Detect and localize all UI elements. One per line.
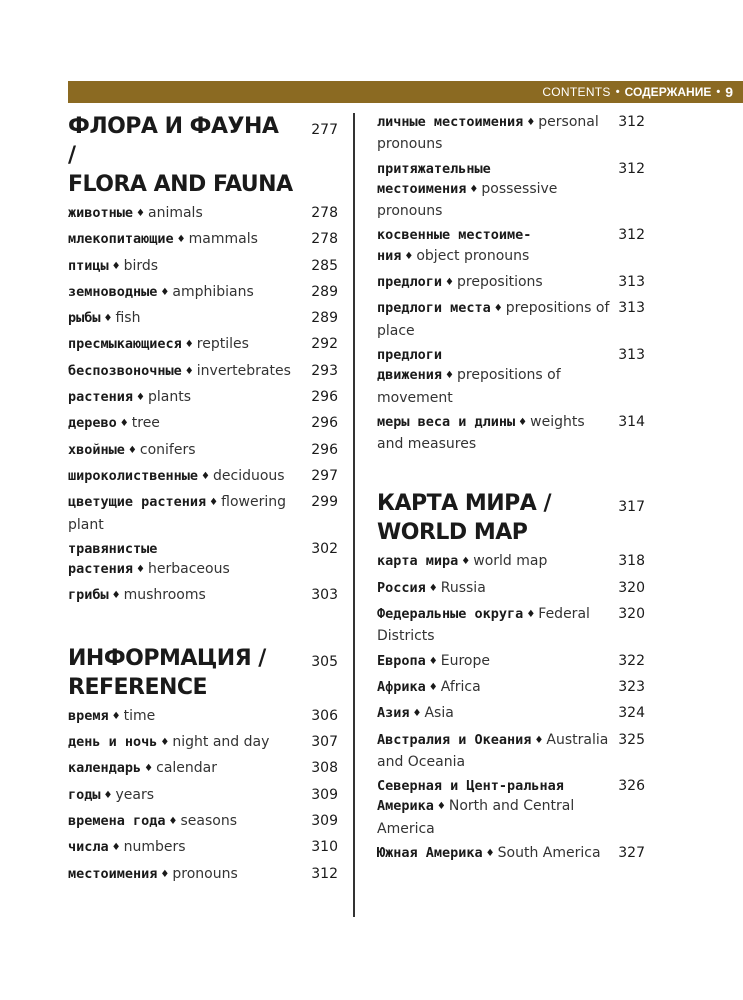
toc-entry-text: [68, 229, 304, 251]
section-heading-world-map[interactable]: [377, 489, 645, 547]
entry-english: years: [115, 786, 155, 803]
toc-entry-text: [68, 539, 304, 582]
entry-page: 312: [311, 865, 338, 882]
entry-page: 299: [311, 494, 338, 511]
entry-russian: годы: [68, 786, 101, 803]
toc-entry[interactable]: [68, 492, 338, 535]
toc-entry-text: [68, 256, 304, 278]
entry-russian: Азия: [377, 705, 410, 722]
toc-entry-text: [68, 466, 304, 488]
entry-russian: Федеральные округа: [377, 606, 524, 623]
diamond-icon: ♦: [518, 416, 528, 428]
toc-entry[interactable]: [68, 785, 338, 807]
entry-russian: косвенные местоиме-ния: [377, 227, 532, 264]
entry-page: 296: [311, 415, 338, 432]
entry-page: 318: [618, 553, 645, 570]
section-page: 277: [311, 122, 338, 138]
toc-entry[interactable]: [68, 811, 338, 833]
toc-entry-text: [68, 361, 304, 383]
entry-russian: широколиственные: [68, 467, 199, 484]
diamond-icon: ♦: [461, 556, 471, 568]
toc-entry-text: [377, 225, 613, 268]
toc-entry[interactable]: [377, 272, 645, 294]
toc-entry[interactable]: [68, 837, 338, 859]
entry-page: 296: [311, 389, 338, 406]
bullet-icon: •: [615, 86, 620, 98]
entry-page: 302: [311, 540, 338, 557]
toc-entry[interactable]: [377, 843, 645, 865]
section-heading-reference[interactable]: [68, 644, 338, 702]
toc-entry[interactable]: [377, 298, 645, 341]
entry-russian: Южная Америка: [377, 845, 483, 862]
toc-entry-text: [377, 272, 613, 294]
toc-entry-text: [377, 412, 613, 455]
diamond-icon: ♦: [103, 789, 113, 801]
toc-entry[interactable]: [68, 413, 338, 435]
entry-english: herbaceous: [148, 561, 230, 578]
diamond-icon: ♦: [160, 868, 170, 880]
toc-entry[interactable]: [377, 551, 645, 573]
entry-english: time: [123, 707, 156, 724]
right-column: [377, 112, 645, 869]
diamond-icon: ♦: [493, 303, 503, 315]
entry-russian: личные местоимения: [377, 114, 524, 130]
entry-english: prepositions of place: [377, 300, 610, 339]
diamond-icon: ♦: [485, 848, 495, 860]
entry-english: South America: [497, 845, 601, 862]
entry-page: 313: [618, 300, 645, 317]
entry-list-reference: [68, 706, 338, 886]
diamond-icon: ♦: [209, 497, 219, 509]
diamond-icon: ♦: [103, 313, 113, 325]
entry-russian: Россия: [377, 579, 426, 596]
toc-entry-text: [68, 308, 304, 330]
section-page: 317: [618, 499, 645, 516]
entry-russian: предлоги: [377, 274, 443, 291]
entry-list-pronouns-prepositions: [377, 112, 645, 454]
toc-entry[interactable]: [68, 361, 338, 383]
toc-entry-text: [377, 677, 613, 699]
diamond-icon: ♦: [127, 444, 137, 456]
toc-entry[interactable]: [68, 440, 338, 462]
toc-entry[interactable]: [377, 412, 645, 455]
toc-entry[interactable]: [68, 308, 338, 330]
toc-entry-text: [377, 703, 613, 725]
header-contents-label: CONTENTS: [542, 85, 611, 99]
entry-page: 312: [618, 227, 645, 244]
toc-entry[interactable]: [377, 677, 645, 699]
entry-russian: предлоги места: [377, 300, 491, 317]
entry-page: 297: [311, 467, 338, 484]
entry-russian: беспозвоночные: [68, 362, 182, 379]
entry-russian: карта мира: [377, 553, 459, 570]
diamond-icon: ♦: [469, 183, 479, 195]
entry-list-flora-fauna: [68, 203, 338, 608]
entry-english: prepositions: [457, 274, 543, 291]
entry-russian: дерево: [68, 415, 117, 432]
entry-russian: растения: [68, 389, 134, 406]
toc-entry[interactable]: [377, 730, 645, 773]
diamond-icon: ♦: [119, 418, 129, 430]
entry-page: 285: [311, 257, 338, 274]
entry-english: possessive pronouns: [377, 180, 558, 220]
toc-entry[interactable]: [377, 345, 645, 408]
diamond-icon: ♦: [111, 842, 121, 854]
entry-english: Federal Districts: [377, 606, 590, 645]
entry-russian: предлоги движения: [377, 346, 443, 384]
entry-page: 312: [618, 160, 645, 177]
entry-list-world-map: [377, 551, 645, 865]
toc-entry[interactable]: [68, 732, 338, 754]
entry-english: plants: [148, 389, 192, 406]
entry-page: 313: [618, 274, 645, 291]
entry-russian: Европа: [377, 652, 426, 669]
diamond-icon: ♦: [201, 470, 211, 482]
diamond-icon: ♦: [445, 370, 454, 382]
entry-english: deciduous: [213, 467, 285, 484]
entry-russian: Австралия и Океания: [377, 731, 532, 748]
entry-russian: животные: [68, 205, 134, 221]
entry-english: object pronouns: [416, 247, 530, 264]
diamond-icon: ♦: [111, 260, 121, 272]
toc-entry-text: [377, 604, 613, 647]
entry-page: 307: [311, 734, 338, 751]
diamond-icon: ♦: [136, 208, 145, 219]
diamond-icon: ♦: [168, 815, 178, 827]
entry-page: 313: [618, 346, 645, 363]
toc-entry-text: [68, 732, 304, 754]
toc-entry-text: [68, 492, 304, 535]
entry-page: 309: [311, 786, 338, 803]
toc-entry[interactable]: [68, 256, 338, 278]
toc-entry-text: [68, 864, 304, 886]
entry-russian: грибы: [68, 587, 109, 604]
entry-page: 320: [618, 606, 645, 623]
entry-english: prepositions of movement: [377, 367, 561, 406]
diamond-icon: ♦: [526, 117, 536, 128]
entry-english: mammals: [188, 231, 258, 248]
entry-russian: день и ночь: [68, 734, 158, 751]
entry-english: conifers: [139, 441, 196, 458]
toc-entry[interactable]: [377, 225, 645, 268]
toc-entry[interactable]: [377, 776, 645, 839]
entry-russian: Африка: [377, 678, 426, 695]
entry-english: world map: [473, 553, 548, 570]
toc-entry-text: [68, 387, 304, 409]
section-title: ИНФОРМАЦИЯ / REFERENCE: [68, 645, 266, 700]
entry-english: tree: [131, 415, 160, 432]
toc-entry-text: [68, 413, 304, 435]
toc-entry[interactable]: [377, 578, 645, 600]
entry-english: invertebrates: [196, 362, 291, 379]
entry-page: 289: [311, 283, 338, 300]
entry-page: 310: [311, 839, 338, 856]
diamond-icon: ♦: [160, 286, 170, 298]
diamond-icon: ♦: [176, 234, 186, 246]
toc-entry[interactable]: [68, 334, 338, 356]
toc-entry-text: [377, 843, 613, 865]
toc-entry-text: [68, 282, 304, 304]
toc-entry[interactable]: [377, 112, 645, 155]
toc-entry-text: [68, 440, 304, 462]
entry-page: 278: [311, 231, 338, 248]
toc-entry-text: [68, 203, 304, 225]
diamond-icon: ♦: [412, 708, 422, 720]
entry-english: fish: [115, 310, 141, 327]
entry-page: 306: [311, 707, 338, 724]
entry-russian: время: [68, 707, 109, 724]
entry-page: 325: [618, 731, 645, 748]
entry-english: pronouns: [172, 865, 238, 882]
toc-entry-text: [68, 811, 304, 833]
entry-russian: Северная и Цент-ральная Америка: [377, 778, 564, 815]
entry-page: 289: [311, 310, 338, 327]
toc-entry-text: [377, 112, 613, 155]
toc-entry[interactable]: [68, 387, 338, 409]
entry-english: personal pronouns: [377, 114, 599, 153]
toc-entry-text: [68, 837, 304, 859]
left-column: [68, 112, 338, 890]
entry-english: mushrooms: [123, 587, 206, 604]
toc-entry[interactable]: [377, 159, 645, 222]
diamond-icon: ♦: [144, 763, 154, 775]
entry-russian: птицы: [68, 257, 109, 274]
entry-english: weights and measures: [377, 413, 585, 453]
toc-entry-text: [377, 651, 613, 673]
entry-page: 322: [618, 652, 645, 669]
toc-entry[interactable]: [68, 585, 338, 607]
entry-page: 314: [618, 413, 645, 430]
diamond-icon: ♦: [428, 582, 438, 594]
toc-entry-text: [377, 578, 613, 600]
diamond-icon: ♦: [111, 710, 121, 722]
entry-russian: земноводные: [68, 283, 158, 300]
diamond-icon: ♦: [404, 250, 414, 262]
diamond-icon: ♦: [428, 681, 438, 693]
entry-russian: цветущие растения: [68, 494, 207, 511]
toc-entry[interactable]: [68, 539, 338, 582]
diamond-icon: ♦: [534, 734, 544, 746]
column-divider: [353, 113, 355, 917]
entry-english: Australia and Oceania: [377, 731, 609, 770]
toc-entry[interactable]: [68, 864, 338, 886]
entry-russian: пресмыкающиеся: [68, 336, 182, 353]
toc-entry-text: [68, 585, 304, 607]
entry-english: flowering plant: [68, 494, 286, 533]
toc-entry-text: [68, 785, 304, 807]
entry-english: night and day: [172, 734, 270, 751]
toc-entry[interactable]: [68, 282, 338, 304]
entry-russian: притяжательные местоимения: [377, 160, 491, 197]
entry-page: 303: [311, 587, 338, 604]
header-title: СОДЕРЖАНИЕ: [624, 85, 712, 99]
toc-entry[interactable]: [377, 604, 645, 647]
diamond-icon: ♦: [184, 365, 194, 377]
toc-entry[interactable]: [68, 203, 338, 225]
diamond-icon: ♦: [136, 564, 145, 576]
entry-english: seasons: [180, 812, 238, 829]
entry-english: calendar: [156, 760, 217, 777]
entry-russian: времена года: [68, 812, 166, 829]
section-heading-flora-fauna[interactable]: [68, 112, 338, 199]
entry-russian: меры веса и длины: [377, 413, 516, 430]
toc-entry-text: [377, 159, 613, 222]
entry-english: North and Central America: [377, 798, 575, 837]
entry-russian: местоимения: [68, 865, 158, 882]
toc-entry[interactable]: [68, 706, 338, 728]
toc-entry-text: [377, 551, 613, 573]
toc-entry[interactable]: [377, 703, 645, 725]
entry-page: 292: [311, 336, 338, 353]
toc-entry[interactable]: [68, 466, 338, 488]
entry-page: 323: [618, 678, 645, 695]
diamond-icon: ♦: [436, 801, 446, 813]
entry-page: 327: [618, 845, 645, 862]
entry-english: amphibians: [172, 283, 254, 300]
toc-entry-text: [377, 730, 613, 773]
entry-english: numbers: [123, 839, 186, 856]
toc-entry-text: [377, 776, 613, 839]
entry-russian: млекопитающие: [68, 231, 174, 248]
entry-page: 324: [618, 705, 645, 722]
entry-english: reptiles: [196, 336, 249, 353]
diamond-icon: ♦: [445, 277, 454, 289]
toc-entry-text: [68, 758, 304, 780]
entry-english: Russia: [440, 579, 486, 596]
page-number: 9: [725, 84, 733, 100]
bullet-icon: •: [716, 86, 721, 98]
entry-russian: числа: [68, 839, 109, 856]
entry-page: 320: [618, 579, 645, 596]
entry-english: animals: [148, 205, 203, 221]
entry-english: birds: [123, 257, 159, 274]
running-header: [68, 81, 743, 103]
entry-page: 296: [311, 441, 338, 458]
entry-russian: рыбы: [68, 310, 101, 327]
entry-russian: травянистые растения: [68, 540, 158, 578]
diamond-icon: ♦: [184, 339, 194, 351]
entry-english: Asia: [424, 705, 454, 722]
diamond-icon: ♦: [111, 590, 121, 602]
entry-page: 326: [618, 778, 645, 795]
entry-russian: хвойные: [68, 441, 125, 458]
diamond-icon: ♦: [428, 655, 438, 667]
entry-page: 293: [311, 362, 338, 379]
toc-entry-text: [68, 334, 304, 356]
toc-entry[interactable]: [68, 229, 338, 251]
entry-page: 308: [311, 760, 338, 777]
section-title: ФЛОРА И ФАУНА / FLORA AND FAUNA: [68, 114, 293, 197]
entry-russian: календарь: [68, 760, 142, 777]
toc-entry-text: [377, 298, 613, 341]
toc-entry-text: [377, 345, 613, 408]
toc-entry[interactable]: [68, 758, 338, 780]
entry-english: Europe: [440, 652, 490, 669]
diamond-icon: ♦: [160, 737, 170, 749]
diamond-icon: ♦: [136, 392, 145, 404]
entry-page: 309: [311, 812, 338, 829]
entry-english: Africa: [440, 678, 481, 695]
toc-entry[interactable]: [377, 651, 645, 673]
section-title: КАРТА МИРА / WORLD MAP: [377, 491, 551, 546]
entry-page: 312: [618, 114, 645, 130]
toc-entry-text: [68, 706, 304, 728]
diamond-icon: ♦: [526, 609, 536, 621]
entry-page: 278: [311, 205, 338, 221]
section-page: 305: [311, 653, 338, 670]
